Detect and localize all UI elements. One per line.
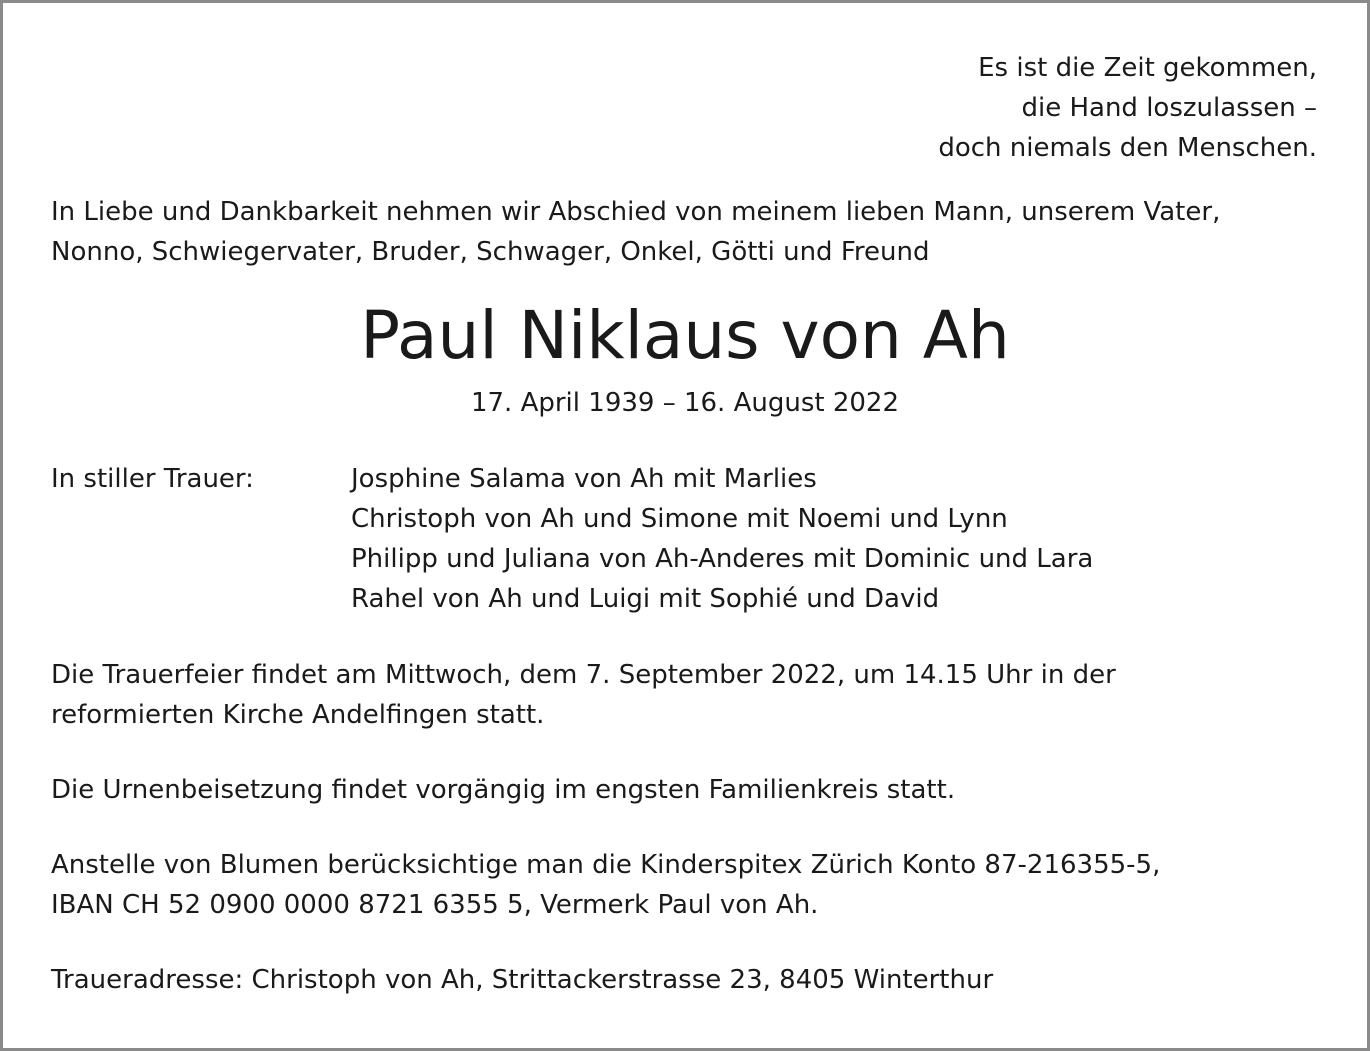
poem-line: Es ist die Zeit gekommen,: [978, 53, 1317, 83]
donation-info: [51, 845, 1321, 925]
life-dates: 17. April 1939 – 16. August 2022: [470, 388, 900, 418]
intro-line: In Liebe und Dankbarkeit nehmen wir Abschied von meinem lieben Mann, unserem Vater,: [51, 197, 1221, 227]
urn-burial-info: [51, 770, 1321, 810]
mourning-label: In stiller Trauer:: [51, 464, 254, 494]
mourners-list: [351, 459, 1093, 619]
mourner-entry: Christoph von Ah und Simone mit Noemi und Lynn: [351, 504, 1008, 534]
mourners-section: [51, 459, 1321, 619]
mourner-entry: Rahel von Ah und Luigi mit Sophié und David: [351, 584, 940, 614]
deceased-name: Paul Niklaus von Ah: [360, 297, 1010, 374]
address-text: Traueradresse: Christoph von Ah, Strittackerstrasse 23, 8405 Winterthur: [51, 965, 994, 995]
urn-text: Die Urnenbeisetzung findet vorgängig im engsten Familienkreis statt.: [51, 775, 956, 805]
service-line: reformierten Kirche Andelfingen statt.: [51, 700, 545, 730]
funeral-service-info: [51, 655, 1321, 735]
poem: [938, 48, 1317, 168]
mourner-entry: Philipp und Juliana von Ah-Anderes mit Dominic und Lara: [351, 544, 1094, 574]
mourning-address: [51, 960, 1321, 1000]
intro-line: Nonno, Schwiegervater, Bruder, Schwager, Onkel, Götti und Freund: [51, 237, 930, 267]
poem-line: die Hand loszulassen –: [1021, 93, 1317, 123]
service-line: Die Trauerfeier findet am Mittwoch, dem 7. September 2022, um 14.15 Uhr in der: [51, 660, 1116, 690]
donation-line: Anstelle von Blumen berücksichtige man die Kinderspitex Zürich Konto 87-216355-5,: [51, 850, 1161, 880]
intro-text: [51, 192, 1321, 272]
mourner-entry: Josphine Salama von Ah mit Marlies: [351, 464, 817, 494]
poem-line: doch niemals den Menschen.: [938, 133, 1317, 163]
donation-line: IBAN CH 52 0900 0000 8721 6355 5, Vermerk Paul von Ah.: [51, 890, 819, 920]
